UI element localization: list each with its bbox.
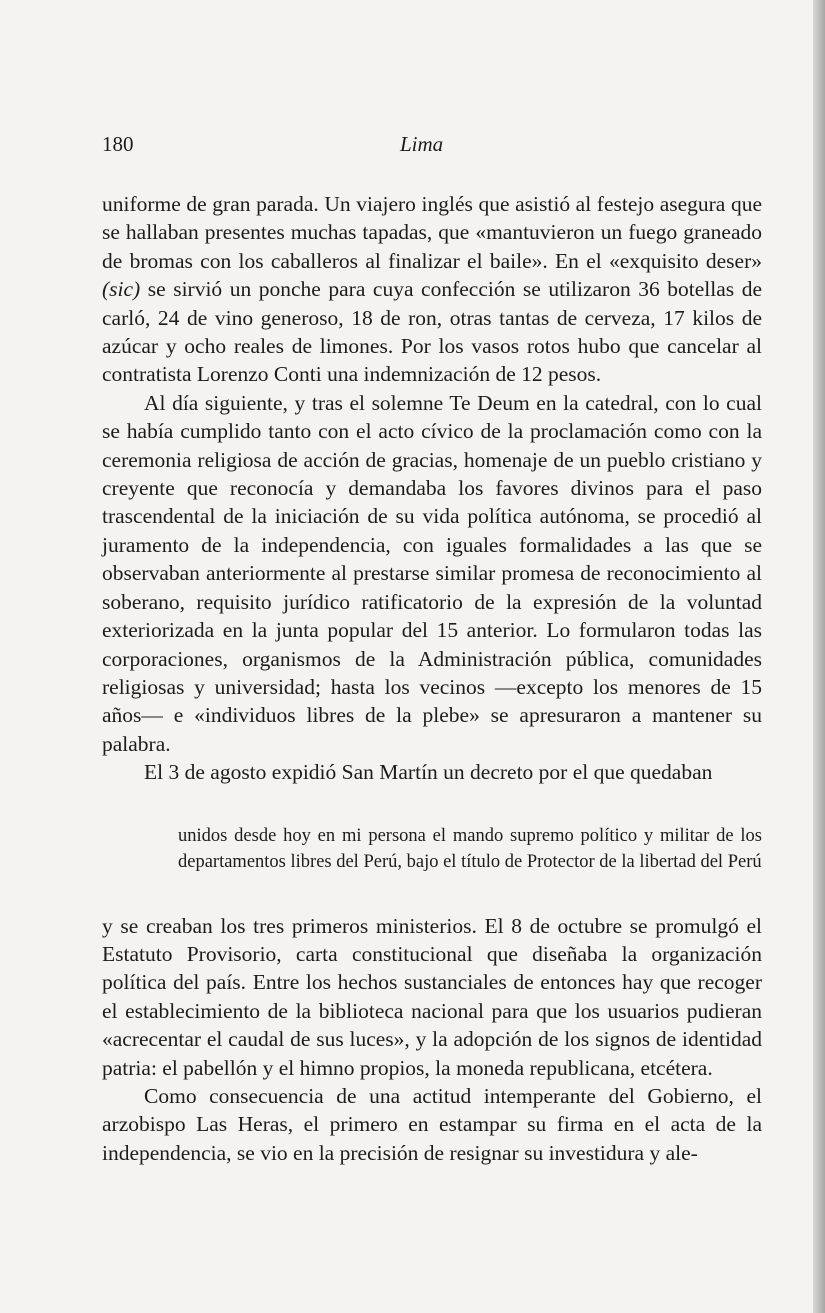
paragraph-4: y se creaban los tres primeros ministerios. El 8 de octubre se promulgó el Estatuto Provisorio, carta constitucional que diseñaba la organización política del país. Entre los hechos sustanciales de entonces hay que recoger el establecimiento de la biblioteca nacional para que los usuarios pudieran «acrecentar el caudal de sus luces», y la adopción de los signos de identidad patria: el pabellón y el himno propios, la moneda republicana, etcétera. — [102, 913, 762, 1080]
block-quote: unidos desde hoy en mi persona el mando supremo político y militar de los departamentos libres del Perú, bajo el título de Protector de la libertad del Perú — [178, 825, 762, 873]
page-edge-shadow — [813, 0, 825, 1313]
paragraph-1 — [102, 190, 762, 389]
sic-annotation: (sic) — [102, 277, 141, 302]
running-title: Lima — [400, 132, 444, 156]
paragraph-5: Como consecuencia de una actitud intemperante del Gobierno, el arzobispo Las Heras, el primero en estampar su firma en el acta de la independencia, se vio en la precisión de resignar su investidura y ale- — [102, 1083, 762, 1165]
paragraph-3: El 3 de agosto expidió San Martín un decreto por el que quedaban — [144, 760, 713, 785]
paragraph-2: Al día siguiente, y tras el solemne Te Deum en la catedral, con lo cual se había cumplido tanto con el acto cívico de la proclamación como con la ceremonia religiosa de acción de gracias, homenaje de un pueblo cristiano y creyente que reconocía y demandaba los favores divinos para el paso trascendental de la iniciación de su vida política autónoma, se procedió al juramento de la independencia, con iguales formalidades a las que se observaban anteriormente al prestarse similar promesa de reconocimiento al soberano, requisito jurídico ratificatorio de la expresión de la voluntad exteriorizada en la junta popular del 15 anterior. Lo formularon todas las corporaciones, organismos de la Administración pública, comunidades religiosas y universidad; hasta los vecinos —excepto los menores de 15 años— e «individuos libres de la plebe» se apresuraron a mantener su palabra. — [102, 390, 762, 756]
paragraph-1-part-2: se sirvió un ponche para cuya confección se utilizaron 36 botellas de carló, 24 de vino generoso, 18 de ron, otras tantas de cerveza, 17 kilos de azúcar y ocho reales de limones. Por los vasos rotos hubo que cancelar al contratista Lorenzo Conti una indemnización de 12 pesos. — [102, 277, 762, 387]
running-header — [102, 132, 762, 164]
paragraph-1-part-1: uniforme de gran parada. Un viajero inglés que asistió al festejo asegura que se hallaban presentes muchas tapadas, que «mantuvieron un fuego graneado de bromas con los caballeros al finalizar el baile». En el «exquisito deser» — [102, 192, 762, 273]
body-text — [102, 190, 762, 1167]
page-number: 180 — [102, 132, 134, 156]
